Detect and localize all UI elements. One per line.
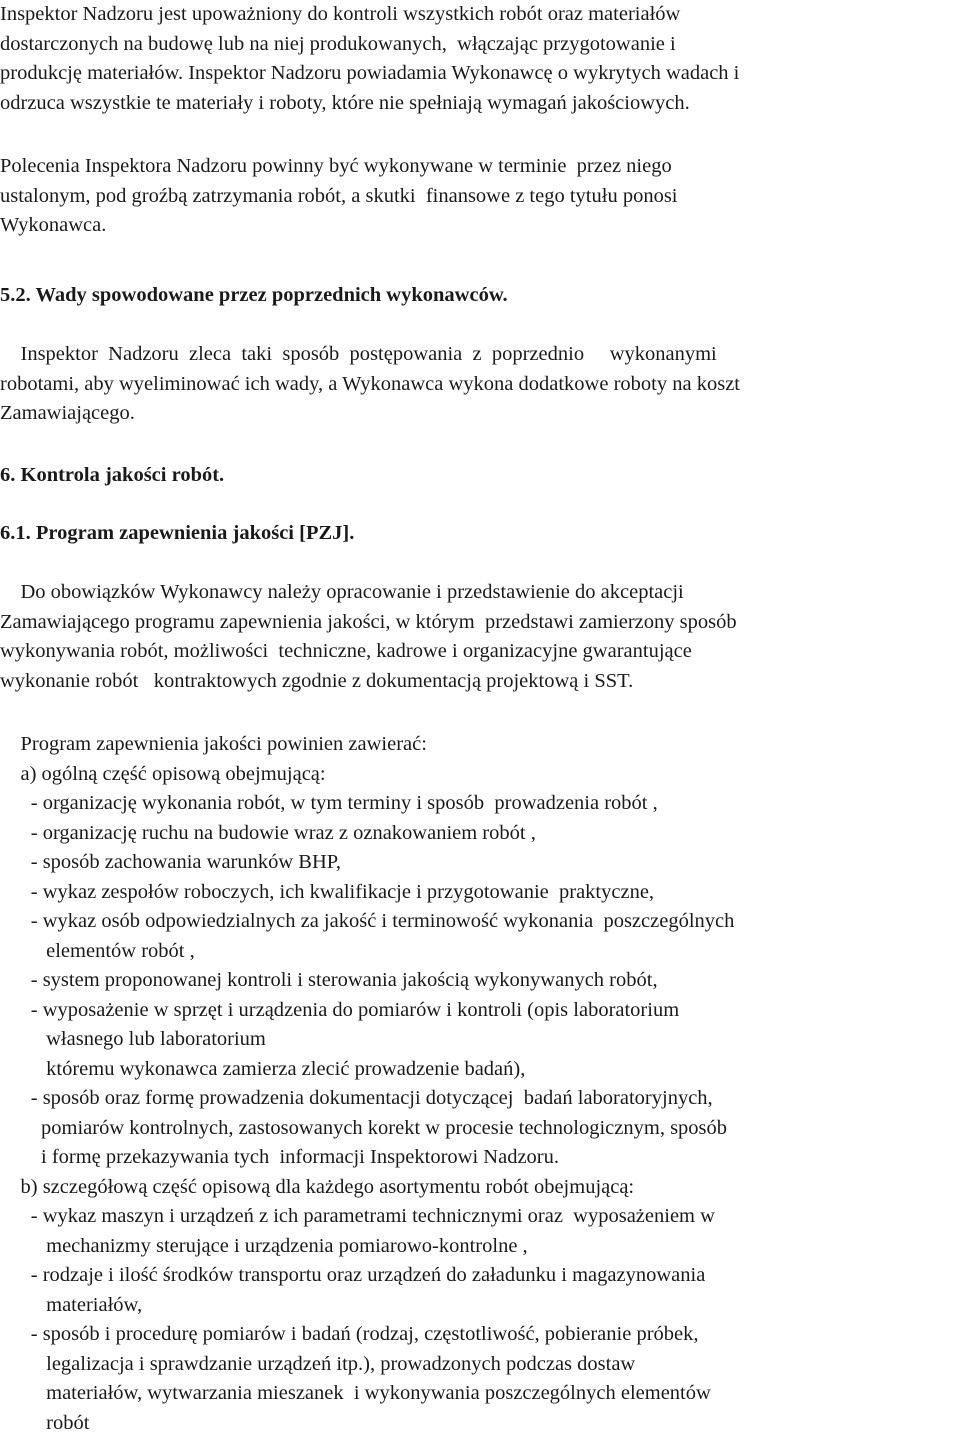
- list-line: - organizację ruchu na budowie wraz z oznakowaniem robót ,: [0, 821, 536, 844]
- list-line: materiałów,: [0, 1293, 143, 1316]
- paragraph-line: robotami, aby wyeliminować ich wady, a Wykonawca wykona dodatkowe roboty na koszt: [0, 372, 740, 395]
- paragraph-line: Zamawiającego.: [0, 402, 135, 424]
- paragraph-line: Inspektor Nadzoru zleca taki sposób postępowania z poprzednio wykonanymi: [0, 343, 717, 365]
- list-line: - wyposażenie w sprzęt i urządzenia do pomiarów i kontroli (opis laboratorium: [0, 998, 680, 1021]
- list-line: elementów robót ,: [0, 939, 195, 962]
- list-line: a) ogólną część opisową obejmującą:: [0, 762, 326, 785]
- list-line: Program zapewnienia jakości powinien zawierać:: [0, 733, 427, 755]
- paragraph-line: Polecenia Inspektora Nadzoru powinny być wykonywane w terminie przez niego: [0, 155, 672, 177]
- paragraph-line: dostarczonych na budowę lub na niej produkowanych, włączając przygotowanie i: [0, 32, 676, 55]
- paragraph-line: odrzuca wszystkie te materiały i roboty, które nie spełniają wymagań jakościowych.: [0, 91, 690, 114]
- list-line: robót: [0, 1411, 90, 1434]
- list-line: b) szczegółową część opisową dla każdego asortymentu robót obejmującą:: [0, 1175, 635, 1198]
- section-heading: 5.2. Wady spowodowane przez poprzednich wykonawców.: [0, 284, 508, 306]
- list-line: - sposób oraz formę prowadzenia dokumentacji dotyczącej badań laboratoryjnych,: [0, 1087, 713, 1109]
- list-line: - system proponowanej kontroli i sterowania jakością wykonywanych robót,: [0, 969, 658, 991]
- list-line: mechanizmy sterujące i urządzenia pomiarowo-kontrolne ,: [0, 1234, 528, 1257]
- list-line: pomiarów kontrolnych, zastosowanych korekt w procesie technologicznym, sposób: [0, 1116, 728, 1139]
- list-line: - rodzaje i ilość środków transportu oraz urządzeń do załadunku i magazynowania: [0, 1264, 706, 1286]
- list-line: - organizację wykonania robót, w tym terminy i sposób prowadzenia robót ,: [0, 792, 658, 814]
- paragraph-line: produkcję materiałów. Inspektor Nadzoru powiadamia Wykonawcę o wykrytych wadach i: [0, 62, 740, 84]
- section-heading: 6. Kontrola jakości robót.: [0, 464, 225, 486]
- paragraph-line: Do obowiązków Wykonawcy należy opracowanie i przedstawienie do akceptacji: [0, 581, 684, 603]
- list-line: - sposób i procedurę pomiarów i badań (rodzaj, częstotliwość, pobieranie próbek,: [0, 1323, 699, 1345]
- list-line: - wykaz zespołów roboczych, ich kwalifikacje i przygotowanie praktyczne,: [0, 880, 655, 903]
- paragraph-line: Wykonawca.: [0, 214, 107, 236]
- list-line: i formę przekazywania tych informacji Inspektorowi Nadzoru.: [0, 1146, 559, 1168]
- paragraph-line: ustalonym, pod groźbą zatrzymania robót, a skutki finansowe z tego tytułu ponosi: [0, 184, 678, 207]
- paragraph-line: Inspektor Nadzoru jest upoważniony do kontroli wszystkich robót oraz materiałów: [0, 3, 681, 25]
- list-line: któremu wykonawca zamierza zlecić prowadzenie badań),: [0, 1057, 526, 1080]
- list-line: własnego lub laboratorium: [0, 1028, 266, 1050]
- paragraph-line: Zamawiającego programu zapewnienia jakości, w którym przedstawi zamierzony sposób: [0, 610, 737, 633]
- list-line: - sposób zachowania warunków BHP,: [0, 851, 342, 873]
- list-line: legalizacja i sprawdzanie urządzeń itp.), prowadzonych podczas dostaw: [0, 1352, 636, 1375]
- list-line: - wykaz maszyn i urządzeń z ich parametrami technicznymi oraz wyposażeniem w: [0, 1205, 715, 1227]
- list-line: - wykaz osób odpowiedzialnych za jakość i terminowość wykonania poszczególnych: [0, 910, 735, 932]
- section-heading: 6.1. Program zapewnienia jakości [PZJ].: [0, 522, 355, 544]
- paragraph-line: wykonanie robót kontraktowych zgodnie z dokumentacją projektową i SST.: [0, 669, 634, 692]
- list-line: materiałów, wytwarzania mieszanek i wykonywania poszczególnych elementów: [0, 1382, 711, 1404]
- paragraph-line: wykonywania robót, możliwości techniczne, kadrowe i organizacyjne gwarantujące: [0, 640, 692, 662]
